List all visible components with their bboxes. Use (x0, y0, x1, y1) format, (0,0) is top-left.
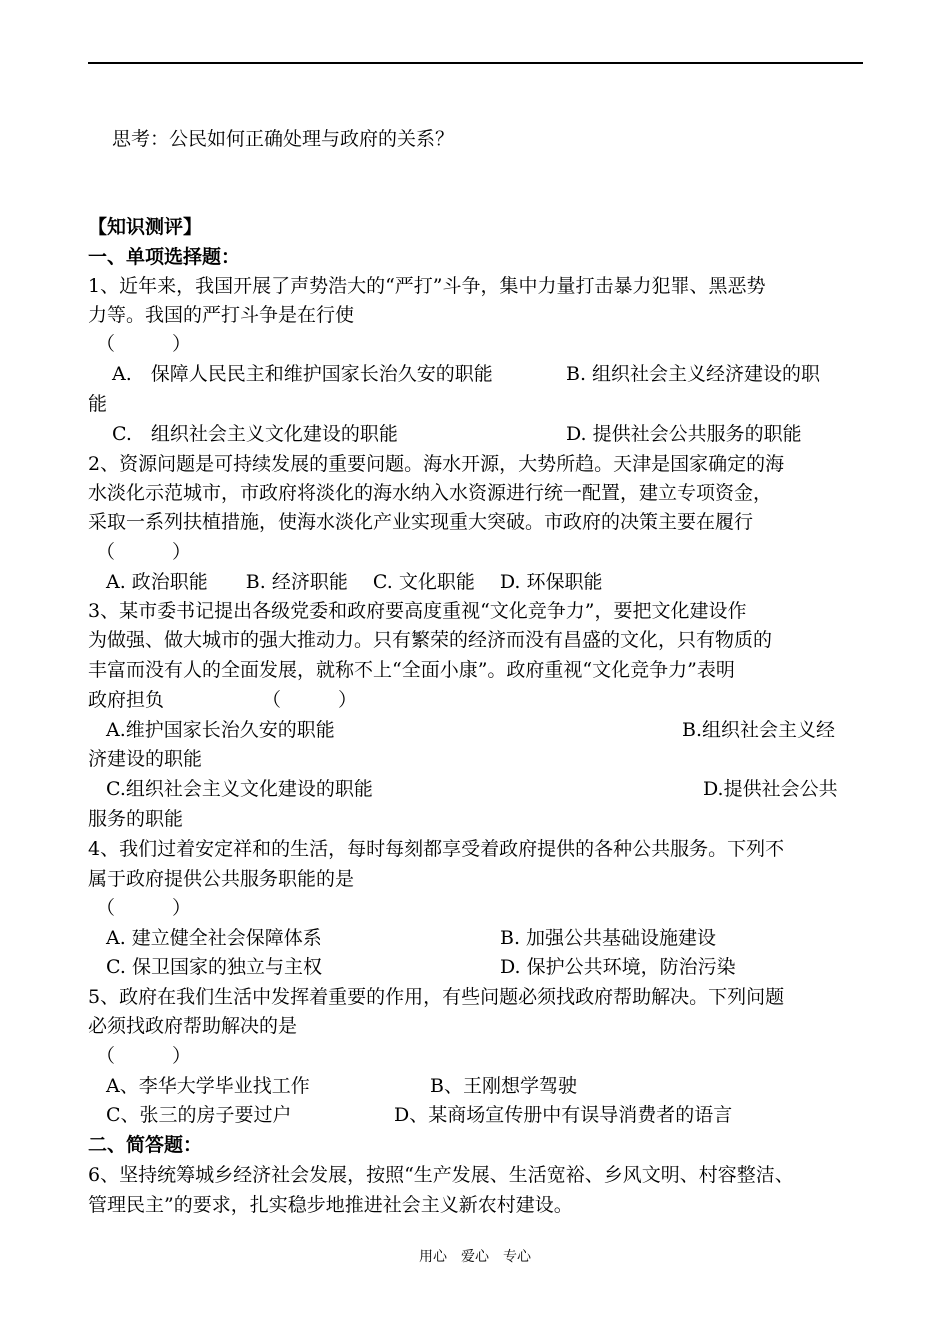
q3-option-d: D.提供社会公共 (703, 778, 838, 800)
q6-line-1: 6、坚持统筹城乡经济社会发展，按照“生产发展、生活宽裕、乡风文明、村容整洁、 (88, 1164, 794, 1186)
q1-line-1: 1、近年来，我国开展了声势浩大的“严打”斗争，集中力量打击暴力犯罪、黑恶势 (88, 275, 766, 297)
q3-option-a: A.维护国家长治久安的职能 (106, 719, 335, 741)
q1-option-b-continued: 能 (88, 393, 108, 415)
part1-title: 一、单项选择题： (88, 246, 241, 268)
q2-line-3: 采取一系列扶植措施，使海水淡化产业实现重大突破。市政府的决策主要在履行 (88, 511, 754, 533)
q3-answer-blank: （ ） (262, 689, 358, 711)
q5-option-d: D、某商场宣传册中有误导消费者的语言 (394, 1104, 733, 1126)
q3-line-2: 为做强、做大城市的强大推动力。只有繁荣的经济而没有昌盛的文化，只有物质的 (88, 629, 773, 651)
q2-line-1: 2、资源问题是可持续发展的重要问题。海水开源，大势所趋。天津是国家确定的海 (88, 453, 785, 475)
q5-option-a: A、李华大学毕业找工作 (106, 1075, 310, 1097)
q2-line-2: 水淡化示范城市，市政府将淡化的海水纳入水资源进行统一配置，建立专项资金， (88, 482, 773, 504)
q4-line-1: 4、我们过着安定祥和的生活，每时每刻都享受着政府提供的各种公共服务。下列不 (88, 838, 785, 860)
q4-line-2: 属于政府提供公共服务职能的是 (88, 868, 355, 890)
q3-option-c: C.组织社会主义文化建设的职能 (106, 778, 373, 800)
q1-answer-blank: （ ） (96, 333, 192, 355)
q3-option-b: B.组织社会主义经 (682, 719, 836, 741)
section-heading-test: 【知识测评】 (88, 216, 203, 238)
q3-option-b-continued: 济建设的职能 (88, 748, 203, 770)
q3-line-1: 3、某市委书记提出各级党委和政府要高度重视“文化竞争力”，要把文化建设作 (88, 600, 747, 622)
q1-option-a: A. 保障人民民主和维护国家长治久安的职能 (112, 363, 493, 385)
page-footer: 用心 爱心 专心 (419, 1249, 531, 1265)
q4-option-b: B. 加强公共基础设施建设 (500, 927, 717, 949)
q4-option-c: C. 保卫国家的独立与主权 (106, 956, 322, 978)
q5-option-c: C、张三的房子要过户 (106, 1104, 292, 1126)
q1-option-c: C. 组织社会主义文化建设的职能 (112, 423, 398, 445)
q3-option-d-continued: 服务的职能 (88, 808, 184, 830)
q5-line-2: 必须找政府帮助解决的是 (88, 1015, 298, 1037)
q1-line-2: 力等。我国的严打斗争是在行使 (88, 304, 355, 326)
q5-option-b: B、王刚想学驾驶 (430, 1075, 577, 1097)
q5-line-1: 5、政府在我们生活中发挥着重要的作用，有些问题必须找政府帮助解决。下列问题 (88, 986, 785, 1008)
q4-option-d: D. 保护公共环境，防治污染 (500, 956, 736, 978)
q3-line-3: 丰富而没有人的全面发展，就称不上“全面小康”。政府重视“文化竞争力”表明 (88, 659, 735, 681)
q5-answer-blank: （ ） (96, 1045, 192, 1067)
header-rule (88, 62, 863, 64)
q1-option-d: D. 提供社会公共服务的职能 (566, 423, 802, 445)
q1-option-b: B. 组织社会主义经济建设的职 (566, 363, 821, 385)
part2-title: 二、简答题： (88, 1134, 203, 1156)
q4-option-a: A. 建立健全社会保障体系 (106, 927, 322, 949)
q3-line-4: 政府担负 (88, 689, 165, 711)
q4-answer-blank: （ ） (96, 897, 192, 919)
q2-answer-blank: （ ） (96, 541, 192, 563)
think-question: 思考：公民如何正确处理与政府的关系？ (112, 128, 455, 150)
q6-line-2: 管理民主”的要求，扎实稳步地推进社会主义新农村建设。 (88, 1194, 573, 1216)
q2-options: A. 政治职能 B. 经济职能 C. 文化职能 D. 环保职能 (106, 571, 603, 593)
